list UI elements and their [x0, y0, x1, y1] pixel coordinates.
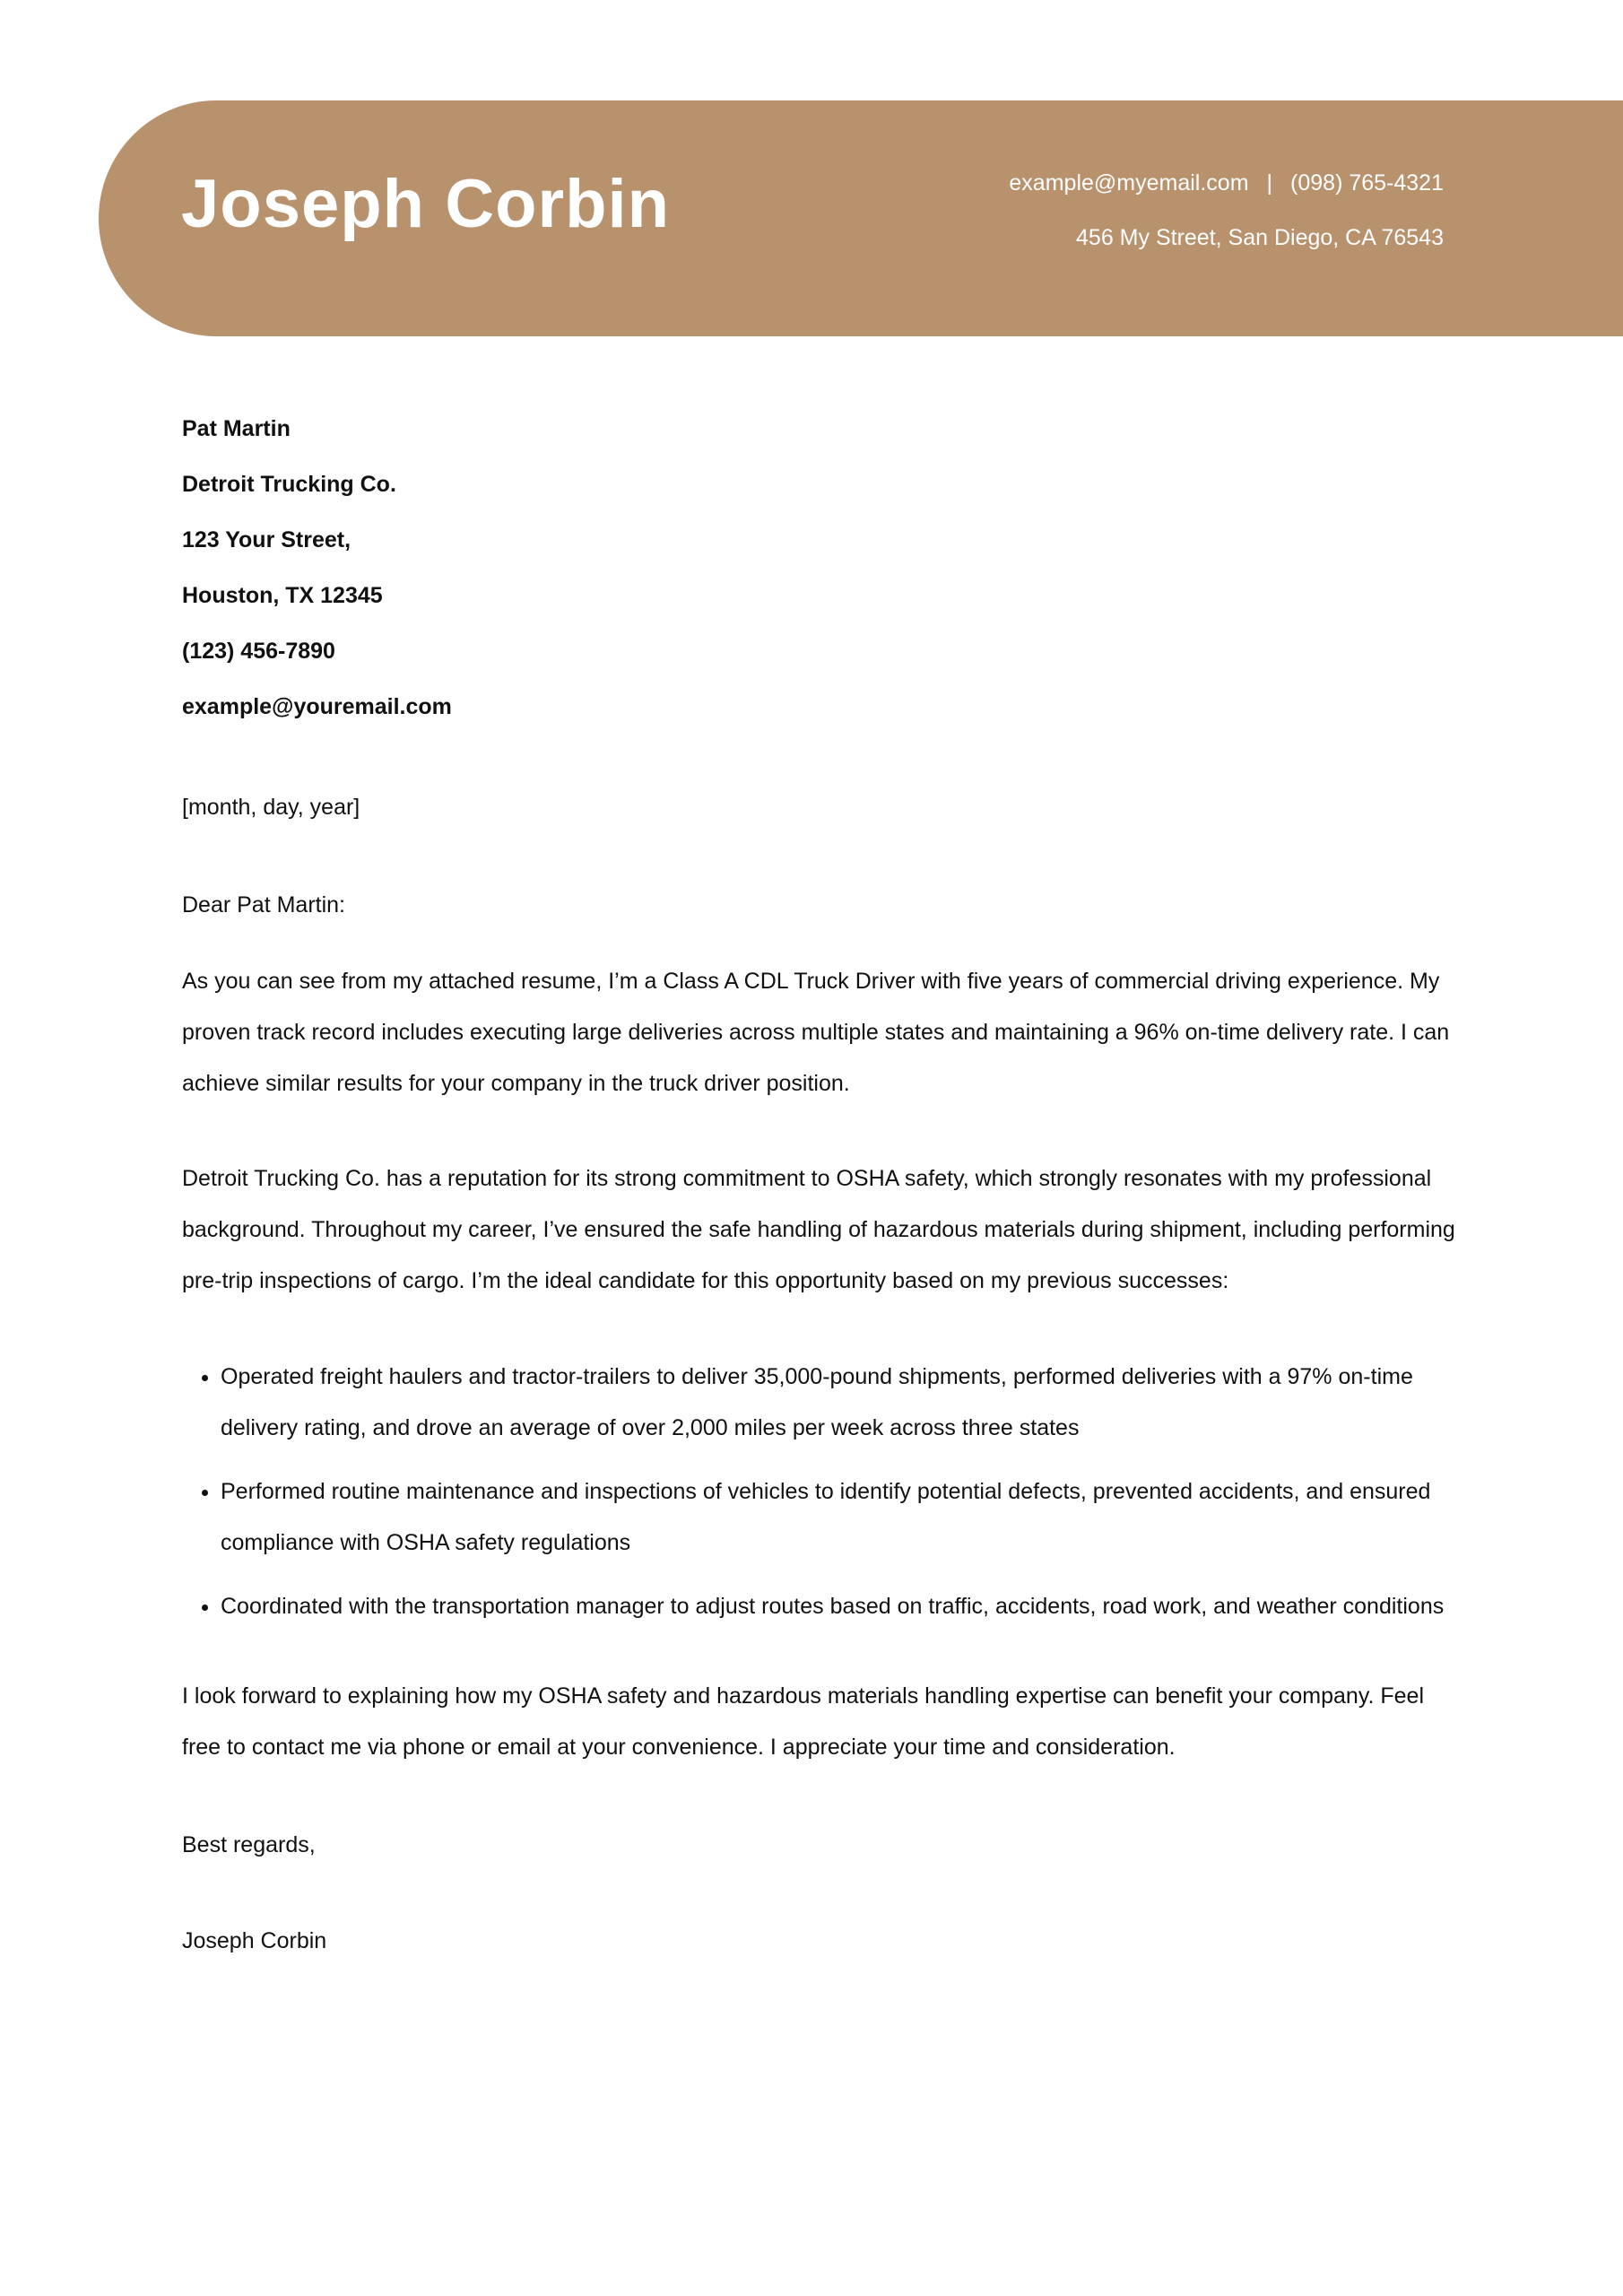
recipient-phone: (123) 456-7890 — [182, 639, 335, 664]
salutation: Dear Pat Martin: — [182, 892, 346, 918]
letter-body — [182, 417, 1455, 1967]
sender-contact — [1009, 172, 1444, 249]
paragraph-intro: As you can see from my attached resume, I’m a Class A CDL Truck Driver with five years of commercial driving experience. My proven track record includes executing large deliveries across multiple states and maintaining a 96% on-time delivery rate. I can achieve similar results for your company in the truck driver position. — [182, 969, 1450, 1096]
recipient-name: Pat Martin — [182, 416, 291, 441]
paragraph-company: Detroit Trucking Co. has a reputation for its strong commitment to OSHA safety, which strongly resonates with my professional background. Throughout my career, I’ve ensured the safe handling of hazardous materials during shipment, including performing pre-trip inspections of cargo. I’m the ideal candidate for this opportunity based on my previous successes: — [182, 1166, 1455, 1293]
list-item: • Performed routine maintenance and inspections of vehicles to identify potential defects, prevented accidents, and ensured compliance with OSHA safety regulations — [221, 1466, 1455, 1569]
contact-separator: | — [1266, 170, 1273, 196]
sender-email: example@myemail.com — [1009, 170, 1249, 196]
sender-phone: (098) 765-4321 — [1290, 170, 1444, 196]
list-item: • Operated freight haulers and tractor-trailers to deliver 35,000-pound shipments, performed deliveries with a 97% on-time delivery rating, and drove an average of over 2,000 miles per week across three states — [221, 1352, 1455, 1454]
paragraph-closing: I look forward to explaining how my OSHA safety and hazardous materials handling expertise can benefit your company. Feel free to contact me via phone or email at your convenience. I appreciate your time and consideration. — [182, 1683, 1424, 1760]
closing: Best regards, — [182, 1832, 316, 1857]
list-item: • Coordinated with the transportation manager to adjust routes based on traffic, accidents, road work, and weather conditions — [221, 1581, 1455, 1632]
header-band — [99, 100, 1623, 336]
sender-address: 456 My Street, San Diego, CA 76543 — [1076, 225, 1444, 250]
recipient-street: 123 Your Street, — [182, 527, 352, 552]
achievements-list — [182, 1352, 1455, 1632]
signature: Joseph Corbin — [182, 1928, 327, 1953]
recipient-email: example@youremail.com — [182, 694, 452, 719]
sender-name: Joseph Corbin — [181, 166, 671, 242]
recipient-block — [182, 417, 1455, 719]
recipient-company: Detroit Trucking Co. — [182, 472, 396, 497]
letter-date: [month, day, year] — [182, 795, 360, 820]
recipient-city: Houston, TX 12345 — [182, 583, 383, 608]
sender-contact-line — [1009, 172, 1444, 195]
